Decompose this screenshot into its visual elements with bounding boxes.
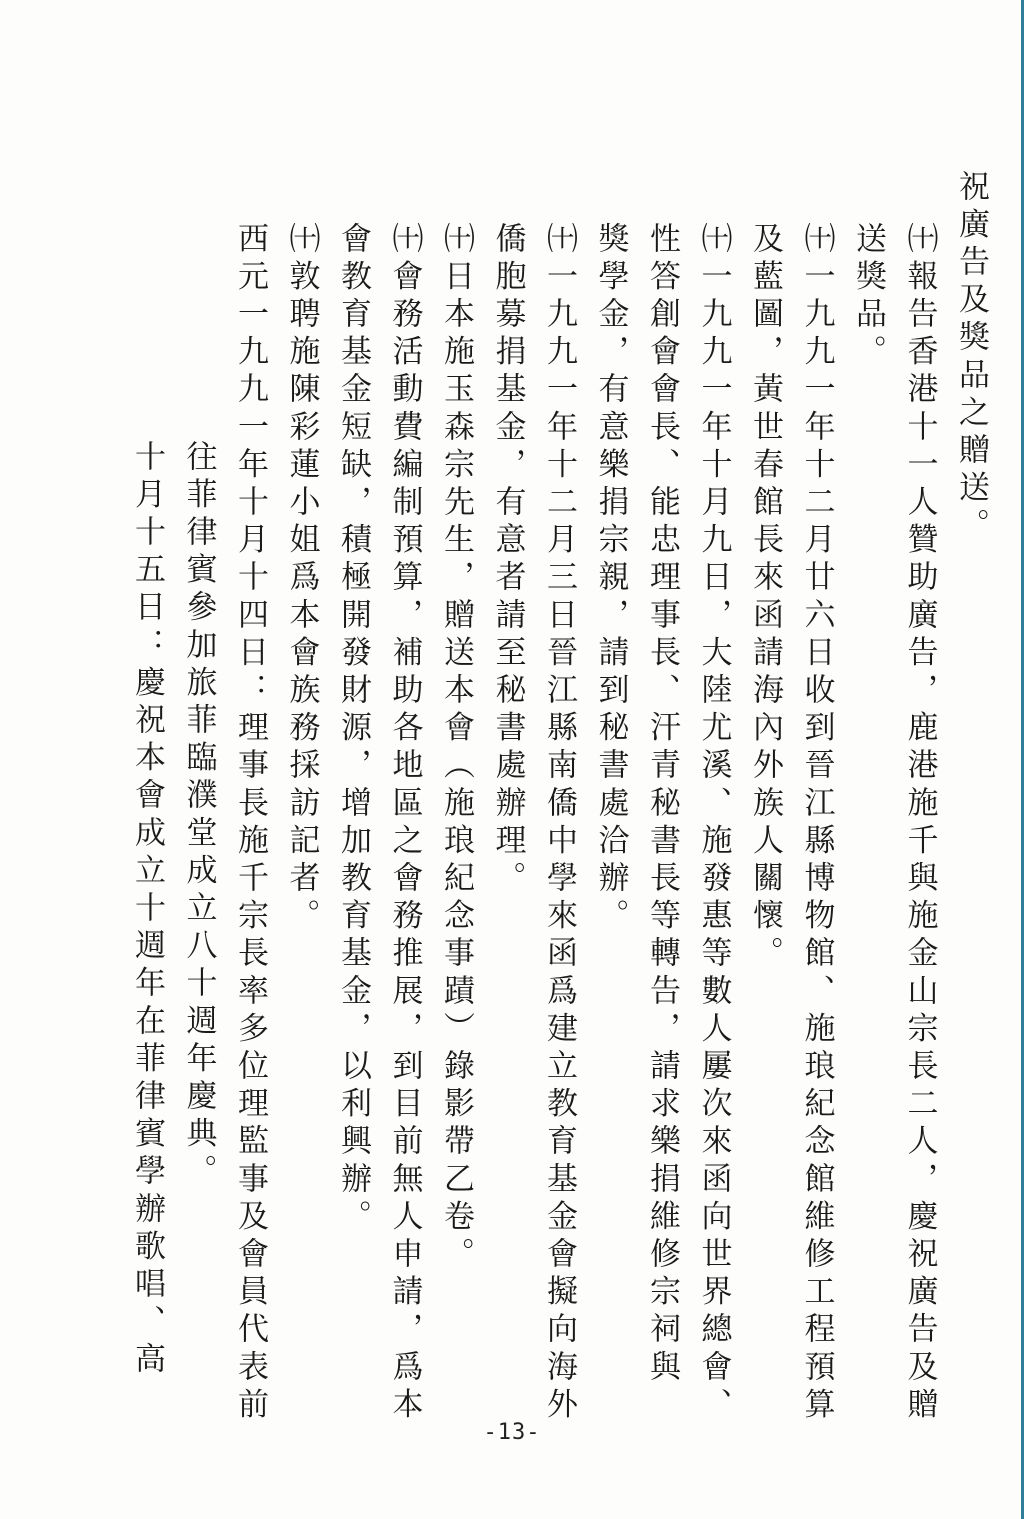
text-column: 及藍圖，黃世春館長來函請海內外族人關懷。 bbox=[747, 222, 783, 974]
text-column: ㈩會務活動費編制預算，補助各地區之會務推展，到目前無人申請，爲本 bbox=[386, 222, 423, 1426]
text-column: 祝廣告及獎品之贈送。 bbox=[953, 170, 989, 546]
vertical-text-block bbox=[96, 170, 996, 1426]
text-column: ㈩日本施玉森宗先生，贈送本會（施琅紀念事蹟）錄影帶乙卷。 bbox=[438, 222, 474, 1275]
text-column: 會教育基金短缺，積極開發財源，增加教育基金，以利興辦。 bbox=[335, 222, 371, 1238]
text-column: 僑胞募捐基金，有意者請至秘書處辦理。 bbox=[489, 222, 526, 899]
text-column: ㈩一九九一年十二月三日晉江縣南僑中學來函爲建立教育基金會擬向海外 bbox=[541, 222, 577, 1426]
page-number: -13- bbox=[483, 1420, 541, 1445]
text-column: ㈩敦聘施陳彩蓮小姐爲本會族務採訪記者。 bbox=[283, 222, 320, 937]
text-column: 送獎品。 bbox=[850, 222, 886, 373]
text-column: 往菲律賓參加旅菲臨濮堂成立八十週年慶典。 bbox=[180, 440, 217, 1192]
text-column: 十月十五日：慶祝本會成立十週年在菲律賓學辦歌唱、高 bbox=[129, 440, 165, 1380]
text-column: 性答創會會長、能忠理事長、汗青秘書長等轉告，請求樂捐維修宗祠與 bbox=[644, 222, 680, 1388]
text-column: ㈩一九九一年十月九日，大陸尤溪、施發惠等數人屢次來函向世界總會、 bbox=[695, 222, 732, 1426]
text-column: 獎學金，有意樂捐宗親，請到秘書處洽辦。 bbox=[592, 222, 629, 937]
text-column: ㈩報告香港十一人贊助廣告，鹿港施千與施金山宗長二人，慶祝廣告及贈 bbox=[901, 222, 938, 1426]
text-column: ㈩一九九一年十二月廿六日收到晉江縣博物館、施琅紀念館維修工程預算 bbox=[798, 222, 835, 1426]
text-column: 西元一九九一年十月十四日：理事長施千宗長率多位理監事及會員代表前 bbox=[232, 222, 268, 1426]
